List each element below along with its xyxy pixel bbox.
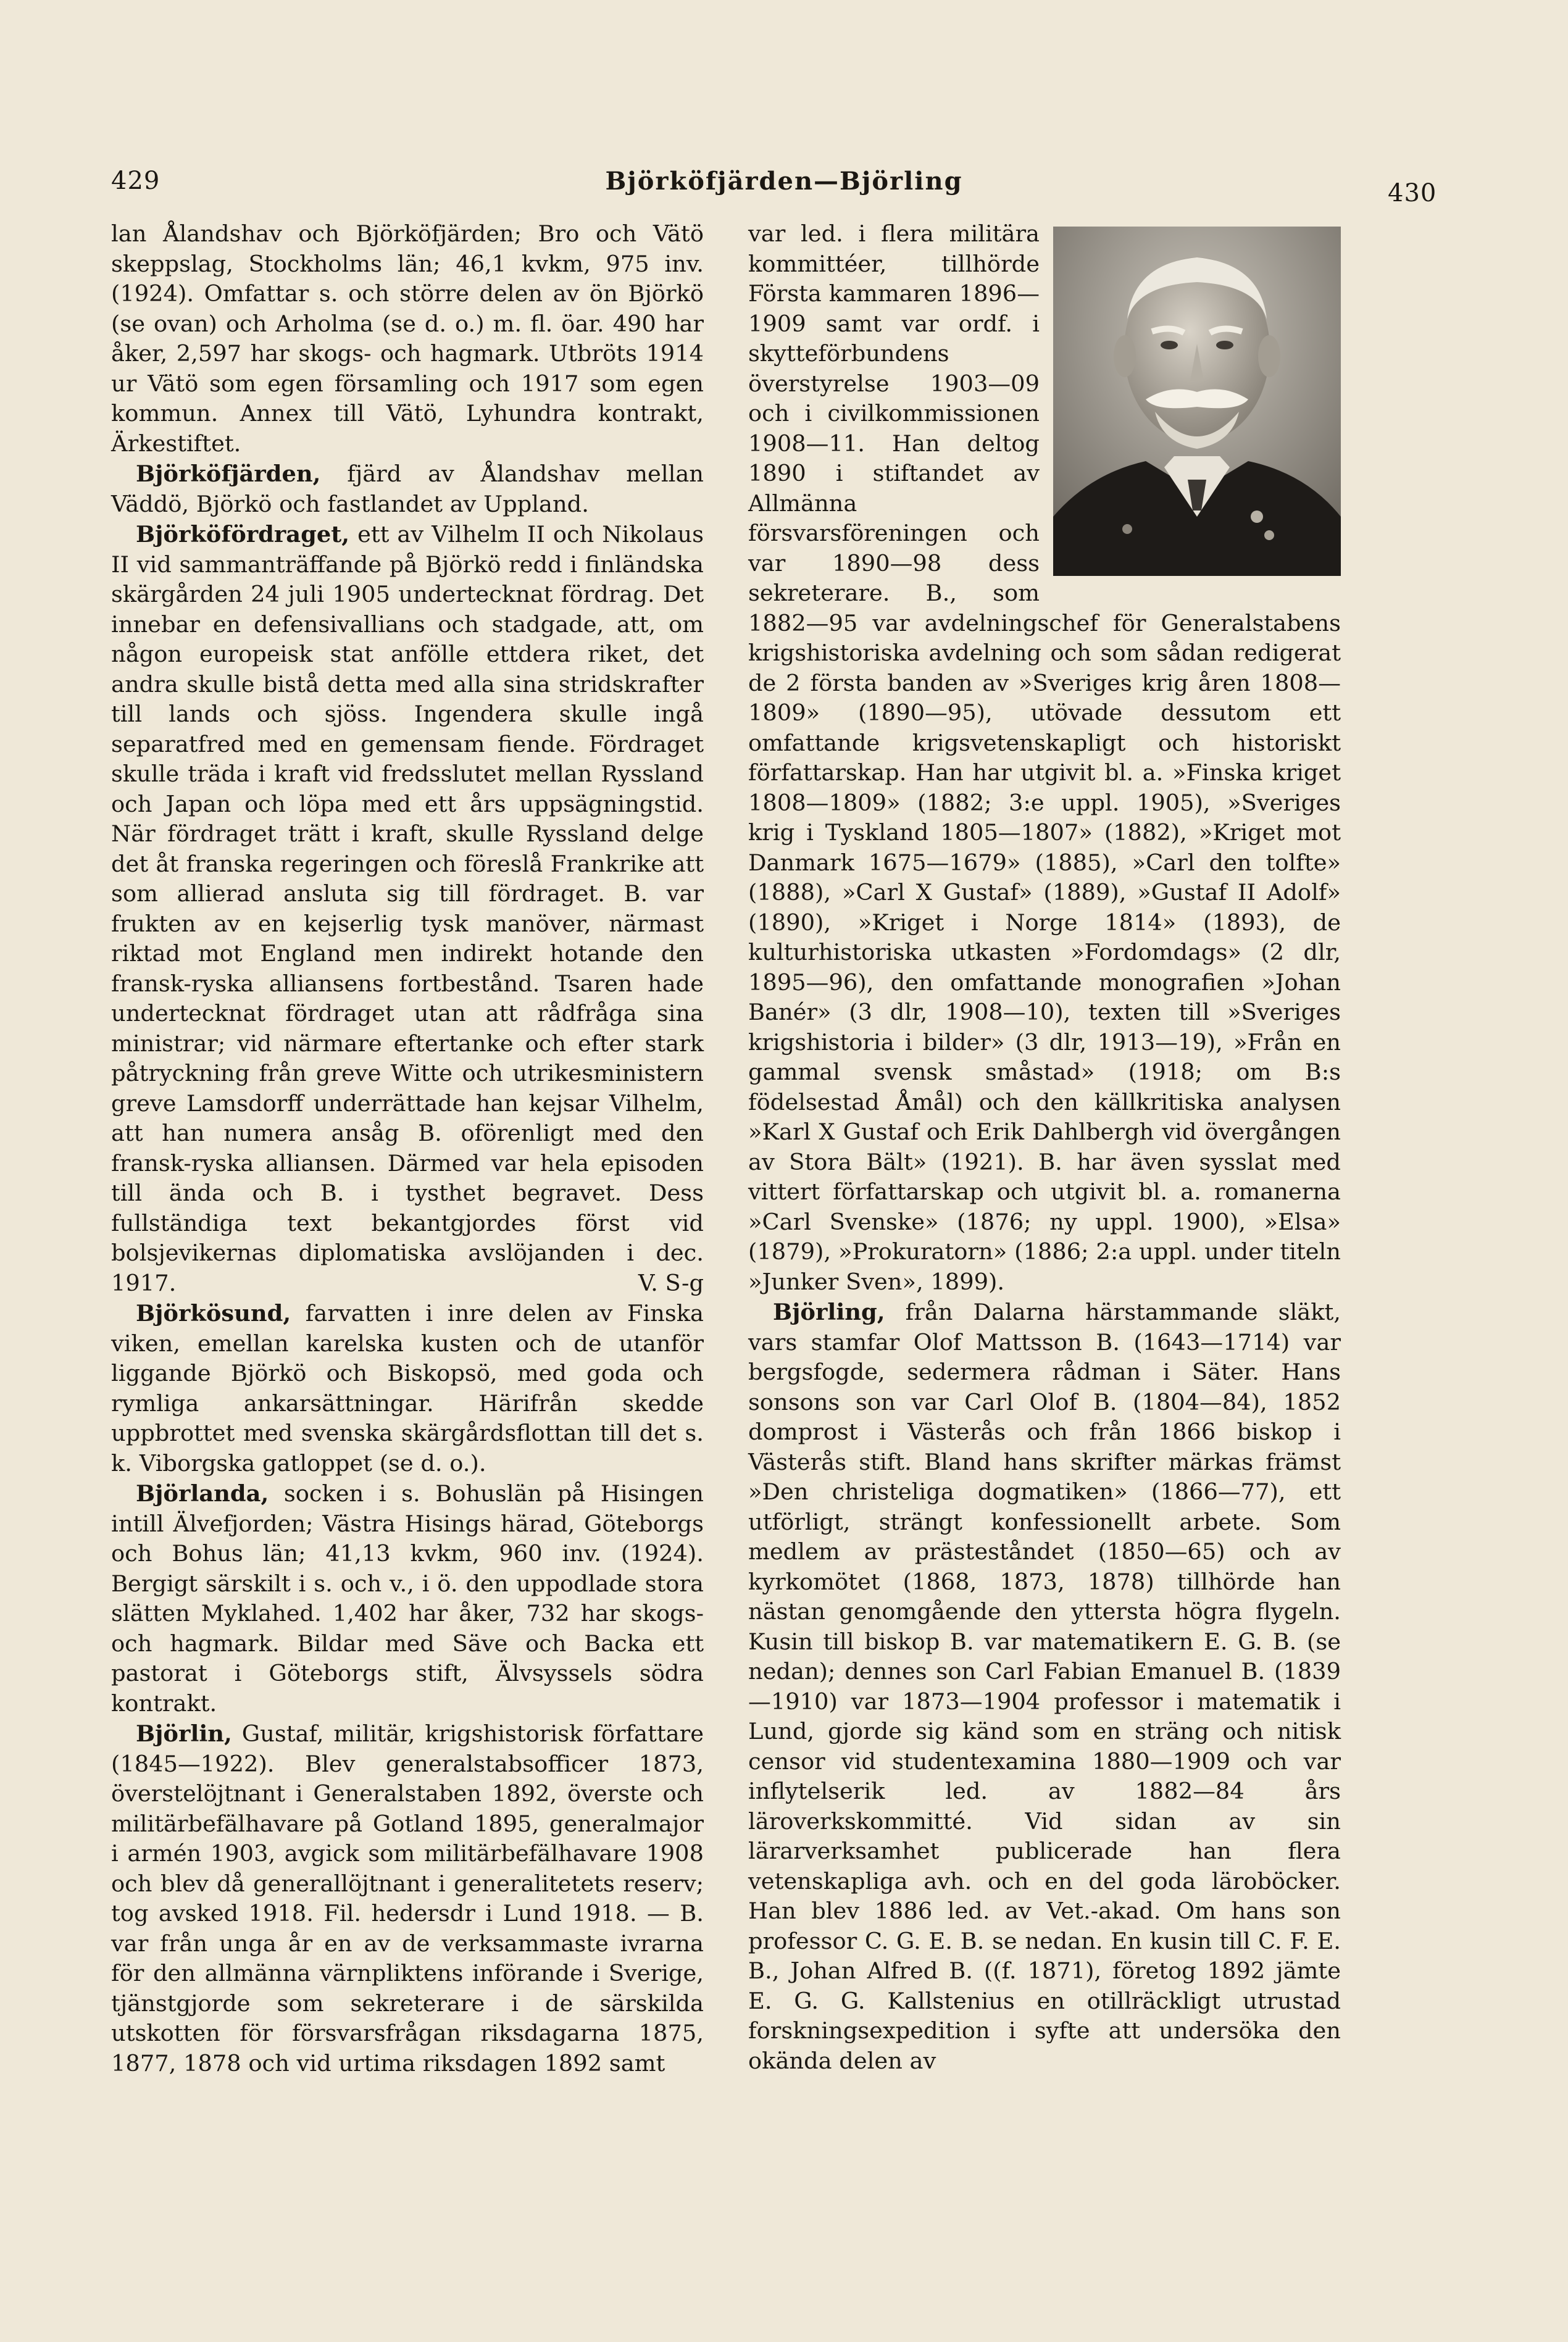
right-column: [748, 219, 1341, 2076]
running-title: Björköfjärden—Björling: [605, 167, 963, 196]
entry-continuation: lan Ålandshav och Björköfjärden; Bro och Vätö skeppslag, Stockholms län; 46,1 kvkm, 975 inv. (1924). Omfattar s. och större delen av ön Björkö (se ovan) och Arholma (se d. o.) m. fl. öar. 490 har åker, 2,597 har skogs- och hagmark. Utbröts 1914 ur Vätö som egen församling och 1917 som egen kommun. Annex till Vätö, Lyhundra kontrakt, Ärkestiftet.: [111, 220, 704, 457]
entry-text: ett av Vilhelm II och Nikolaus II vid sammanträffande på Björkö redd i finländska skärgården 24 juli 1905 undertecknat fördrag. Det innebar en defensivallians och stadgade, att, om någon europeisk stat anfölle ettdera riket, det andra skulle bistå detta med alla sina stridskrafter till lands och sjöss. Ingendera skulle ingå separatfred med en gemensam fiende. Fördraget skulle träda i kraft vid fredsslutet mellan Ryssland och Japan och löpa med ett års uppsägningstid. När fördraget trätt i kraft, skulle Ryssland delge det åt franska regeringen och föreslå Frankrike att som allierad ansluta sig till fördraget. B. var frukten av en kejserlig tysk manöver, närmast riktad mot England men indirekt hotande den fransk-ryska alliansens fortbestånd. Tsaren hade undertecknat fördraget utan att rådfråga sina ministrar; vid närmare eftertanke och efter stark påtryckning från greve Witte och utrikesministern greve Lamsdorff underrättade han kejsar Vilhelm, att han numera ansåg B. oförenligt med den fransk-ryska alliansen. Därmed var hela episoden till ända och B. i tysthet begravet. Dess fullständiga text bekantgjordes först vid bolsjevikernas diplomatiska avslöjanden i dec. 1917.: [111, 521, 704, 1296]
portrait-photo: [1053, 227, 1341, 576]
entry-bjorlanda: [111, 1478, 704, 1719]
entry-bjorkofordraget: [111, 519, 704, 1298]
entry-headword: Björlin,: [136, 1720, 232, 1747]
entry-text: farvatten i inre delen av Finska viken, emellan karelska kusten och de utanför liggande Björkö och Biskopsö, med goda och rymliga ankarsättningar. Härifrån skedde uppbrottet med svenska skärgårdsflottan till det s. k. Viborgska gatloppet (se d. o.).: [111, 1300, 704, 1477]
entry-text: Gustaf, militär, krigshistorisk författare (1845—1922). Blev generalstabsofficer 1873, överstelöjtnant i Generalstaben 1892, överste och militärbefälhavare på Gotland 1895, generalmajor i armén 1903, avgick som militärbefälhavare 1908 och blev då generallöjtnant i generalitetets reserv; tog avsked 1918. Fil. hedersdr i Lund 1918. — B. var från unga år en av de verksammaste ivrarna för den allmänna värnpliktens införande i Sverige, tjänstgjorde som sekreterare i de särskilda utskotten för försvarsfrågan riksdagarna 1875, 1877, 1878 och vid urtima riksdagen 1892 samt: [111, 1720, 704, 2077]
entry-text: socken i s. Bohuslän på Hisingen intill Älvefjorden; Västra Hisings härad, Göteborgs och Bohus län; 41,13 kvkm, 960 inv. (1924). Bergigt särskilt i s. och v., i ö. den uppodlade stora slätten Myklahed. 1,402 har åker, 732 har skogs- och hagmark. Bildar med Säve och Backa ett pastorat i Göteborgs stift, Älvsyssels södra kontrakt.: [111, 1480, 704, 1717]
entry-text: från Dalarna härstammande släkt, vars stamfar Olof Mattsson B. (1643—1714) var bergsfogde, sedermera rådman i Säter. Hans sonsons son var Carl Olof B. (1804—84), 1852 domprost i Västerås och från 1866 biskop i Västerås stift. Bland hans skrifter märkas främst »Den christeliga dogmatiken» (1866—77), ett utförligt, strängt konfessionellt arbete. Som medlem av prästeståndet (1850—65) och av kyrkomötet (1868, 1873, 1878) tillhörde han nästan genomgående den yttersta högra flygeln. Kusin till biskop B. var matematikern E. G. B. (se nedan); dennes son Carl Fabian Emanuel B. (1839—1910) var 1873—1904 professor i matematik i Lund, gjorde sig känd som en sträng och nitisk censor vid studentexamina 1880—1909 och var inflytelserik led. av 1882—84 års läroverkskommitté. Vid sidan av sin lärarverksamhet publicerade han flera vetenskapliga avh. och en del goda läroböcker. Han blev 1886 led. av Vet.-akad. Om hans son professor C. G. E. B. se nedan. En kusin till C. F. E. B., Johan Alfred B. ((f. 1871), företog 1892 jämte E. G. G. Kallstenius en otillräckligt utrustad forskningsexpedition i syfte att undersöka den okända delen av: [748, 1299, 1341, 2074]
entry-bjorkosund: [111, 1298, 704, 1478]
page-number-left: 429: [111, 167, 161, 195]
portrait-illustration: [1053, 227, 1341, 576]
entry-headword: Björköfjärden,: [136, 460, 321, 487]
left-column: [111, 219, 704, 2078]
entry-headword: Björköfördraget,: [136, 520, 350, 548]
page-number-right: 430: [1388, 179, 1437, 207]
entry-bjorlin-continued: var led. i flera militära kommittéer, tillhörde Första kammaren 1896—1909 samt var ordf. i skytteförbundens överstyrelse 1903—09 och i civilkommissionen 1908—11. Han deltog 1890 i stiftandet av Allmänna försvarsföreningen och var 1890—98 dess sekreterare. B., som 1882—95 var avdelningschef för Generalstabens krigshistoriska avdelning och som sådan redigerat de 2 första banden av »Sveriges krig åren 1808—1809» (1890—95), utövade dessutom ett omfattande krigsvetenskapligt och historiskt författarskap. Han har utgivit bl. a. »Finska kriget 1808—1809» (1882; 3:e uppl. 1905), »Sveriges krig i Tyskland 1805—1807» (1882), »Kriget mot Danmark 1675—1679» (1885), »Carl den tolfte» (1888), »Carl X Gustaf» (1889), »Gustaf II Adolf» (1890), »Kriget i Norge 1814» (1893), de kulturhistoriska utkasten »Fordomdags» (2 dlr, 1895—96), den omfattande monografien »Johan Banér» (3 dlr, 1908—10), texten till »Sveriges krigshistoria i bilder» (3 dlr, 1913—19), »Från en gammal svensk småstad» (1918; om B:s födelsestad Åmål) och den källkritiska analysen »Karl X Gustaf och Erik Dahlbergh vid övergången av Stora Bält» (1921). B. har även sysslat med vittert författarskap och utgivit bl. a. romanerna »Carl Svenske» (1876; ny uppl. 1900), »Elsa» (1879), »Prokuratorn» (1886; 2:a uppl. under titeln »Junker Sven», 1899).: [748, 220, 1341, 1295]
entry-headword: Björlanda,: [136, 1480, 269, 1507]
entry-headword: Björling,: [773, 1298, 885, 1325]
entry-text: fjärd av Ålandshav mellan Väddö, Björkö och fastlandet av Uppland.: [111, 460, 704, 517]
entry-bjorkofjarden: [111, 459, 704, 519]
entry-bjorlin: [111, 1719, 704, 2078]
entry-bjorling: [748, 1297, 1341, 2076]
entry-headword: Björkösund,: [136, 1299, 291, 1327]
author-signature: V. S-g: [638, 1269, 704, 1296]
